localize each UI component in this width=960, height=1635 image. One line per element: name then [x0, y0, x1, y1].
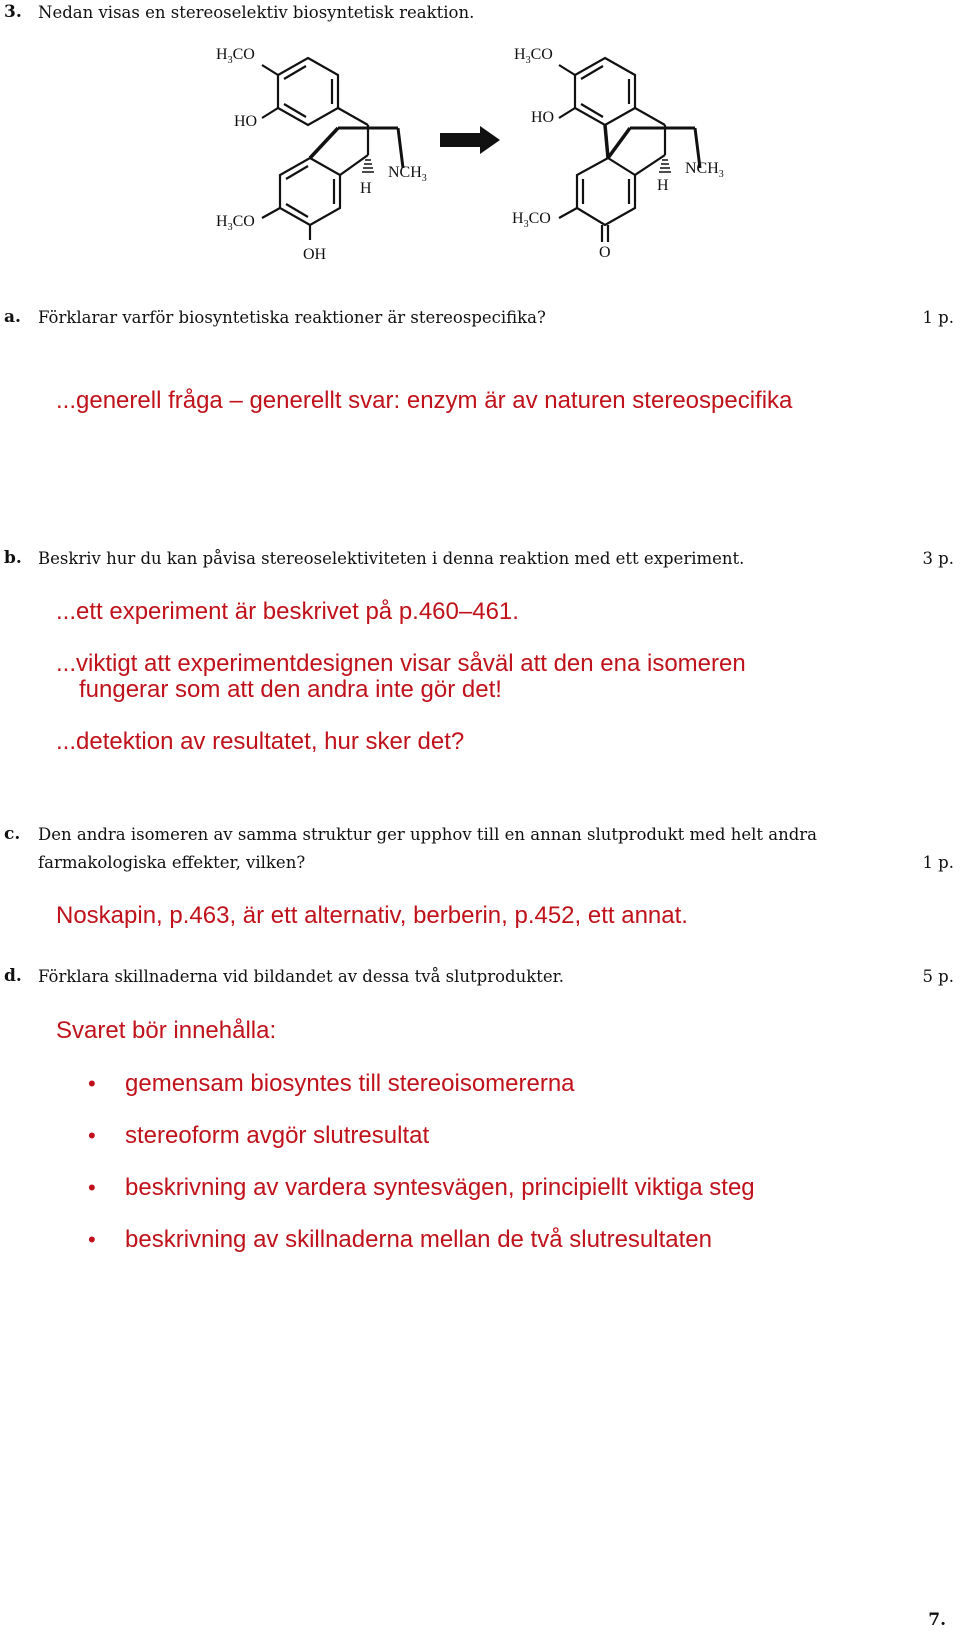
part-d-bullet-2: stereoform avgör slutresultat [125, 1122, 430, 1149]
part-b-answer-4: ...detektion av resultatet, hur sker det? [56, 728, 465, 755]
part-a-points: 1 p. [922, 308, 954, 327]
product-structure [559, 58, 700, 242]
part-c-points: 1 p. [922, 853, 954, 872]
reaction-arrow [440, 126, 500, 154]
reactant-nch3: $NCH_3$ [388, 164, 427, 184]
question-number: 3. [4, 2, 22, 22]
product-h3co-bottom: $H_3CO$ [512, 210, 551, 230]
part-a-label: a. [4, 307, 21, 327]
part-a-answer: ...generell fråga – generellt svar: enzym är av naturen stereospecifika [56, 387, 793, 414]
part-b-answer-1: ...ett experiment är beskrivet på p.460–461. [56, 598, 519, 625]
page-number: 7. [928, 1610, 946, 1630]
part-d-points: 5 p. [922, 967, 954, 986]
part-c-text-line1: Den andra isomeren av samma struktur ger upphov till en annan slutprodukt med helt andra [38, 825, 817, 844]
bullet-icon: • [88, 1123, 96, 1148]
reactant-h: H [360, 180, 372, 197]
product-o: O [599, 244, 611, 261]
product-ho: HO [531, 109, 555, 126]
part-d-answer-intro: Svaret bör innehålla: [56, 1017, 277, 1044]
part-c-text-line2: farmakologiska effekter, vilken? [38, 853, 306, 872]
question-intro: Nedan visas en stereoselektiv biosyntetisk reaktion. [38, 3, 475, 22]
part-b-text: Beskriv hur du kan påvisa stereoselektiviteten i denna reaktion med ett experiment. [38, 549, 745, 568]
part-d-text: Förklara skillnaderna vid bildandet av dessa två slutprodukter. [38, 967, 564, 986]
product-nch3: $NCH_3$ [685, 160, 724, 180]
part-b-answer-3: fungerar som att den andra inte gör det! [79, 676, 502, 703]
part-a-text: Förklarar varför biosyntetiska reaktioner är stereospecifika? [38, 308, 546, 327]
part-d-bullet-3: beskrivning av vardera syntesvägen, principiellt viktiga steg [125, 1174, 755, 1201]
reactant-oh: OH [303, 246, 327, 263]
part-d-bullet-4: beskrivning av skillnaderna mellan de två slutresultaten [125, 1226, 712, 1253]
bullet-icon: • [88, 1175, 96, 1200]
part-b-points: 3 p. [922, 549, 954, 568]
part-b-answer-2: ...viktigt att experimentdesignen visar såväl att den ena isomeren [56, 650, 746, 677]
part-b-label: b. [4, 548, 22, 568]
part-d-label: d. [4, 966, 22, 986]
product-h: H [657, 177, 669, 194]
reactant-h3co-bottom: $H_3CO$ [216, 213, 255, 233]
bullet-icon: • [88, 1227, 96, 1252]
bullet-icon: • [88, 1071, 96, 1096]
reactant-h3co-top: $H_3CO$ [216, 46, 255, 66]
reaction-scheme [0, 30, 960, 280]
part-d-bullet-1: gemensam biosyntes till stereoisomererna [125, 1070, 575, 1097]
part-c-label: c. [4, 824, 21, 844]
product-h3co-top: $H_3CO$ [514, 46, 553, 66]
part-c-answer: Noskapin, p.463, är ett alternativ, berberin, p.452, ett annat. [56, 902, 688, 929]
reactant-structure [262, 58, 403, 240]
reactant-ho: HO [234, 113, 258, 130]
